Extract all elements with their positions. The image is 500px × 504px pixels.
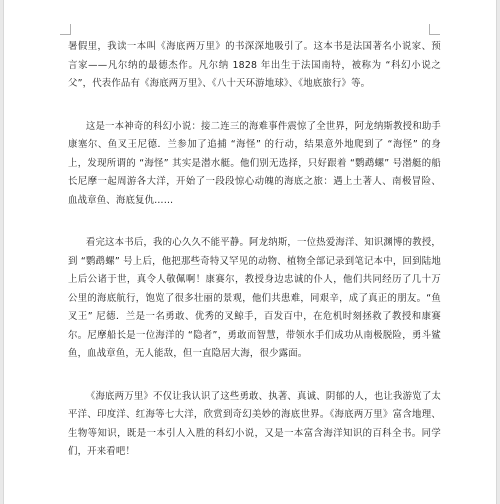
paragraph-characters[interactable]: 看完这本书后，我的心久久不能平静。阿龙纳斯，一位热爱海洋、知识渊博的教授，到 “鹦鹉螺” 号上后，他把那些奇特又罕见的动物、植物全部记录到笔记本中，回到陆地上后公诸于世，真令人敬佩啊！康赛尔，教授身边忠诚的仆人，他们共同经历了几十万公里的海底航行，饱览了很多壮丽的景观，他们共患难，同艰辛，成了真正的朋友。“鱼叉王” 尼德．兰是一名勇敢、优秀的叉鲸手，百发百中，在危机时刻拯救了教授和康赛尔。尼摩船长是一位海洋的 “隐者”，勇敢而智慧，带领水手们成功从南极脱险，勇斗鲨鱼，血战章鱼，无人能敌，但一直隐居大海，很少露面。	[68, 237, 441, 359]
paragraph-summary[interactable]: 这是一本神奇的科幻小说：接二连三的海难事件震惊了全世界，阿龙纳斯教授和助手康塞尔、鱼叉王尼德．兰参加了追捕 “海怪” 的行动，结果意外地爬到了 “海怪” 的身上，发现所谓的 “海怪” 其实是潜水艇。他们别无选择，只好跟着 “鹦鹉螺” 号潜艇的船长尼摩一起周游各大洋，开始了一段段惊心动魄的海底之旅：遇上土著人、南极冒险、血战章鱼、海底复仇……	[68, 120, 441, 206]
document-body[interactable]	[68, 38, 441, 486]
paragraph-conclusion[interactable]: 《海底两万里》不仅让我认识了这些勇敢、执著、真诚、阴郁的人，也让我游览了太平洋、印度洋、红海等七大洋，欣赏到奇幻美妙的海底世界。《海底两万里》富含地理、生物等知识，既是一本引人入胜的科幻小说，又是一本富含海洋知识的百科全书。同学们，开来看吧！	[68, 390, 441, 457]
document-page	[3, 0, 497, 504]
margin-corner-mark-top-left	[60, 24, 71, 35]
margin-corner-mark-top-right	[429, 24, 440, 35]
paragraph-intro[interactable]: 暑假里，我读一本叫《海底两万里》的书深深地吸引了。这本书是法国著名小说家、预言家——凡尔纳的最德杰作。凡尔纳 1828 年出生于法国南特，被称为 “科幻小说之父”，代表作品有《海底两万里》、《八十天环游地球》、《地底旅行》等。	[68, 41, 441, 89]
